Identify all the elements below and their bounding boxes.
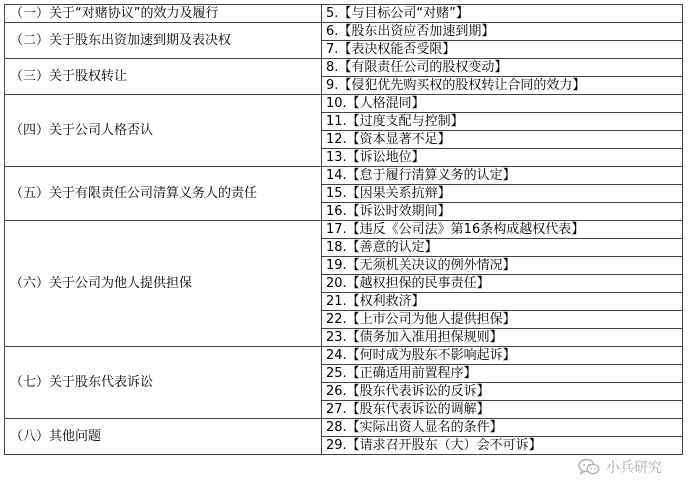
table-row [5, 347, 683, 365]
list-item: 6.【股东出资应否加速到期】 [322, 23, 683, 41]
list-item: 14.【怠于履行清算义务的认定】 [322, 167, 683, 185]
table-row [5, 59, 683, 77]
list-item: 22.【上市公司为他人提供担保】 [322, 311, 683, 329]
list-item: 28.【实际出资人显名的条件】 [322, 419, 683, 437]
table-row [5, 419, 683, 437]
list-item: 11.【过度支配与控制】 [322, 113, 683, 131]
section-title: （二）关于股东出资加速到期及表决权 [5, 23, 322, 59]
list-item: 5.【与目标公司“对赌”】 [322, 5, 683, 23]
table-row [5, 167, 683, 185]
list-item: 24.【何时成为股东不影响起诉】 [322, 347, 683, 365]
section-title: （四）关于公司人格否认 [5, 95, 322, 167]
list-item: 20.【越权担保的民事责任】 [322, 275, 683, 293]
table-row [5, 221, 683, 239]
watermark [578, 455, 662, 479]
list-item: 18.【善意的认定】 [322, 239, 683, 257]
table-row [5, 95, 683, 113]
table-row [5, 23, 683, 41]
section-title: （七）关于股东代表诉讼 [5, 347, 322, 419]
list-item: 26.【股东代表诉讼的反诉】 [322, 383, 683, 401]
list-item: 25.【正确适用前置程序】 [322, 365, 683, 383]
list-item: 21.【权利救济】 [322, 293, 683, 311]
list-item: 17.【违反《公司法》第16条构成越权代表】 [322, 221, 683, 239]
watermark-text: 小兵研究 [606, 460, 662, 476]
list-item: 29.【请求召开股东（大）会不可诉】 [322, 437, 683, 455]
list-item: 15.【因果关系抗辩】 [322, 185, 683, 203]
section-title: （五）关于有限责任公司清算义务人的责任 [5, 167, 322, 221]
list-item: 8.【有限责任公司的股权变动】 [322, 59, 683, 77]
section-title: （一）关于“对赌协议”的效力及履行 [5, 5, 322, 23]
list-item: 10.【人格混同】 [322, 95, 683, 113]
toc-table [4, 4, 683, 455]
list-item: 7.【表决权能否受限】 [322, 41, 683, 59]
section-title: （八）其他问题 [5, 419, 322, 455]
section-title: （三）关于股权转让 [5, 59, 322, 95]
list-item: 27.【股东代表诉讼的调解】 [322, 401, 683, 419]
list-item: 12.【资本显著不足】 [322, 131, 683, 149]
section-title: （六）关于公司为他人提供担保 [5, 221, 322, 347]
list-item: 23.【债务加入准用担保规则】 [322, 329, 683, 347]
list-item: 13.【诉讼地位】 [322, 149, 683, 167]
toc-body [5, 5, 683, 455]
list-item: 19.【无须机关决议的例外情况】 [322, 257, 683, 275]
wechat-icon [578, 458, 600, 476]
table-row [5, 5, 683, 23]
list-item: 9.【侵犯优先购买权的股权转让合同的效力】 [322, 77, 683, 95]
list-item: 16.【诉讼时效期间】 [322, 203, 683, 221]
